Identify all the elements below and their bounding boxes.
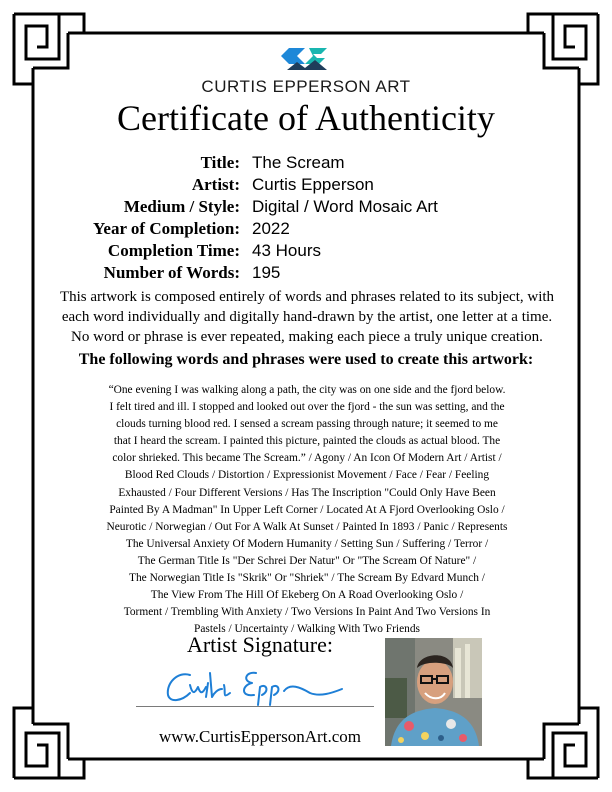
- detail-row-artist: [40, 174, 580, 196]
- artwork-details: [40, 152, 580, 284]
- detail-label: Completion Time:: [107, 241, 240, 260]
- detail-value: 43 Hours: [252, 241, 321, 260]
- description-line: each word individually and digitally hand-drawn by the artist, one letter at a time.: [61, 309, 553, 325]
- detail-label: Year of Completion:: [93, 219, 240, 238]
- detail-row-medium: [40, 196, 580, 218]
- words-line: Exhausted / Four Different Versions / Has The Inscription "Could Only Have Been: [118, 486, 496, 499]
- signature-line: [136, 706, 374, 707]
- artist-portrait-photo: [385, 638, 482, 746]
- words-line: that I heard the scream. I painted this picture, painted the clouds as actual blood. The: [113, 435, 501, 448]
- words-line: Blood Red Clouds / Distortion / Expressionist Movement / Face / Fear / Feeling: [124, 469, 490, 482]
- words-line: Torment / Trembling With Anxiety / Two Versions In Paint And Two Versions In: [123, 606, 491, 619]
- brand-name: CURTIS EPPERSON ART: [201, 77, 411, 96]
- words-line: I felt tired and ill. I stopped and looked out over the fjord - the sun was setting, and the: [109, 401, 505, 414]
- certificate-title: Certificate of Authenticity: [117, 98, 495, 138]
- words-line: Pastels / Uncertainty / Walking With Two Friends: [194, 623, 420, 636]
- words-line: “One evening I was walking along a path, the city was on one side and the fjord below.: [108, 384, 506, 396]
- words-line: Painted By A Madman" In Upper Left Corner / Located At A Fjord Overlooking Oslo /: [109, 503, 505, 516]
- description-line: This artwork is composed entirely of words and phrases related to its subject, with: [59, 289, 555, 305]
- artist-signature: [160, 663, 350, 709]
- website-link[interactable]: www.CurtisEppersonArt.com: [159, 727, 361, 746]
- detail-label: Medium / Style:: [123, 197, 240, 216]
- description-paragraph: [58, 287, 556, 347]
- ce-monogram-icon: [275, 44, 337, 76]
- detail-label: Title:: [200, 153, 240, 172]
- detail-value: The Scream: [252, 153, 345, 172]
- words-line: The German Title Is "Der Schrei Der Natur" Or "The Scream Of Nature" /: [137, 554, 477, 567]
- detail-value: Curtis Epperson: [252, 175, 374, 194]
- description-line: No word or phrase is ever repeated, making each piece a truly unique creation.: [71, 329, 543, 345]
- words-line: The View From The Hill Of Ekeberg On A Road Overlooking Oslo /: [150, 589, 464, 602]
- words-line: color shrieked. This became The Scream.” / Agony / An Icon Of Modern Art / Artist /: [112, 452, 502, 465]
- words-list: [74, 382, 540, 638]
- words-line: The Norwegian Title Is "Skrik" Or "Shriek" / The Scream By Edvard Munch /: [129, 572, 485, 585]
- detail-row-time: [40, 240, 580, 262]
- detail-label: Number of Words:: [103, 263, 240, 282]
- detail-value: 2022: [252, 219, 290, 238]
- detail-label: Artist:: [191, 175, 240, 194]
- brand-logo: [0, 44, 612, 97]
- words-heading: The following words and phrases were used to create this artwork:: [78, 351, 534, 368]
- detail-row-year: [40, 218, 580, 240]
- words-line: Neurotic / Norwegian / Out For A Walk At Sunset / Painted In 1893 / Panic / Represents: [106, 520, 508, 533]
- detail-value: Digital / Word Mosaic Art: [252, 197, 438, 216]
- signature-label: Artist Signature:: [186, 632, 334, 657]
- detail-row-title: [40, 152, 580, 174]
- words-line: The Universal Anxiety Of Modern Humanity / Setting Sun / Suffering / Terror /: [125, 537, 489, 550]
- words-line: clouds turning blood red. I sensed a scream passing through nature; it seemed to me: [116, 418, 498, 431]
- detail-value: 195: [252, 263, 281, 282]
- detail-row-words: [40, 262, 580, 284]
